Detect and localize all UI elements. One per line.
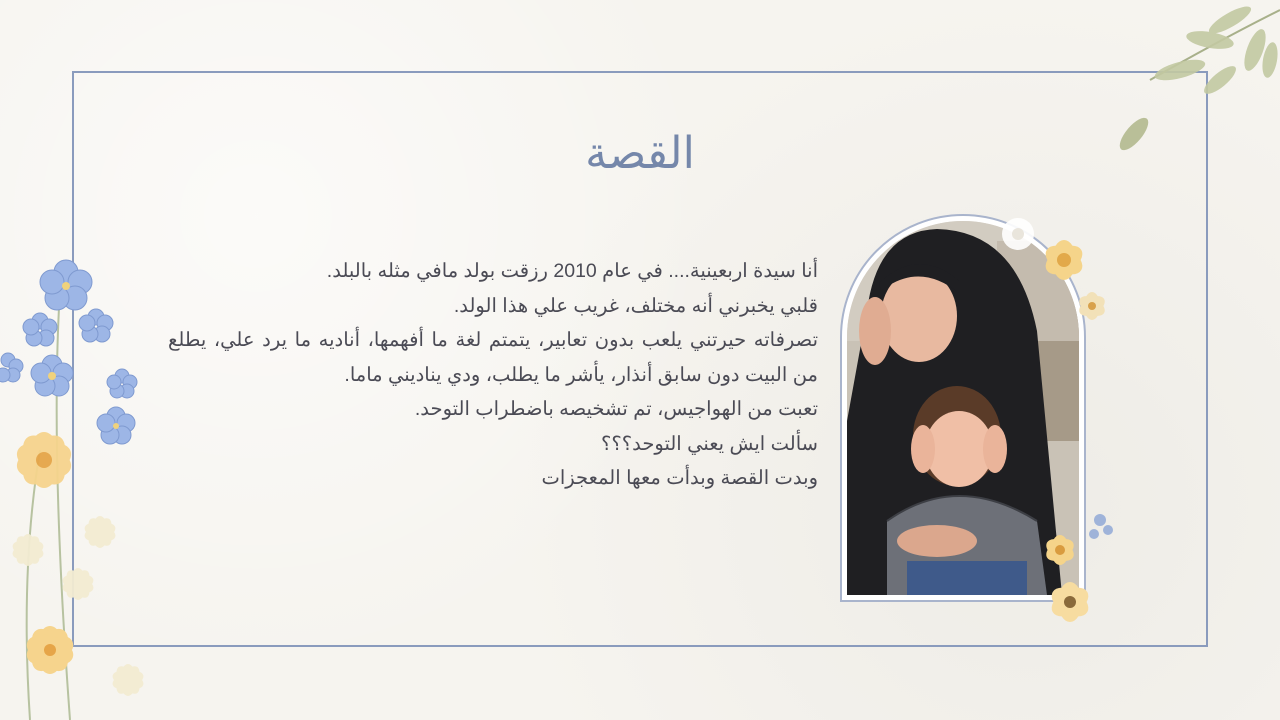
story-line-5: سألت ايش يعني التوحد؟؟؟ bbox=[601, 432, 818, 455]
story-text bbox=[168, 254, 818, 496]
story-line-6: وبدت القصة وبدأت معها المعجزات bbox=[541, 467, 818, 489]
story-line-1: أنا سيدة اربعينية.... في عام 2010 رزقت بولد مافي مثله بالبلد. bbox=[326, 260, 818, 282]
slide-title: القصة bbox=[585, 128, 695, 179]
leaf-decoration-top-right-icon bbox=[1110, 0, 1280, 160]
flower-decoration-left-icon bbox=[0, 250, 170, 720]
flower-decoration-photo-bottom-icon bbox=[1030, 500, 1130, 640]
flower-decoration-photo-icon bbox=[992, 208, 1132, 338]
story-line-4: تعبت من الهواجيس، تم تشخيصه باضطراب التوحد. bbox=[414, 398, 818, 420]
story-line-2: قلبي يخبرني أنه مختلف، غريب علي هذا الولد. bbox=[453, 294, 818, 317]
story-line-3: تصرفاته حيرتني يلعب بدون تعابير، يتمتم لغة ما أفهمها، أناديه ما يرد علي، يطلع من البيت دون سابق أنذار، يأشر ما يطلب، ودي يناديني ماما. bbox=[168, 329, 818, 386]
